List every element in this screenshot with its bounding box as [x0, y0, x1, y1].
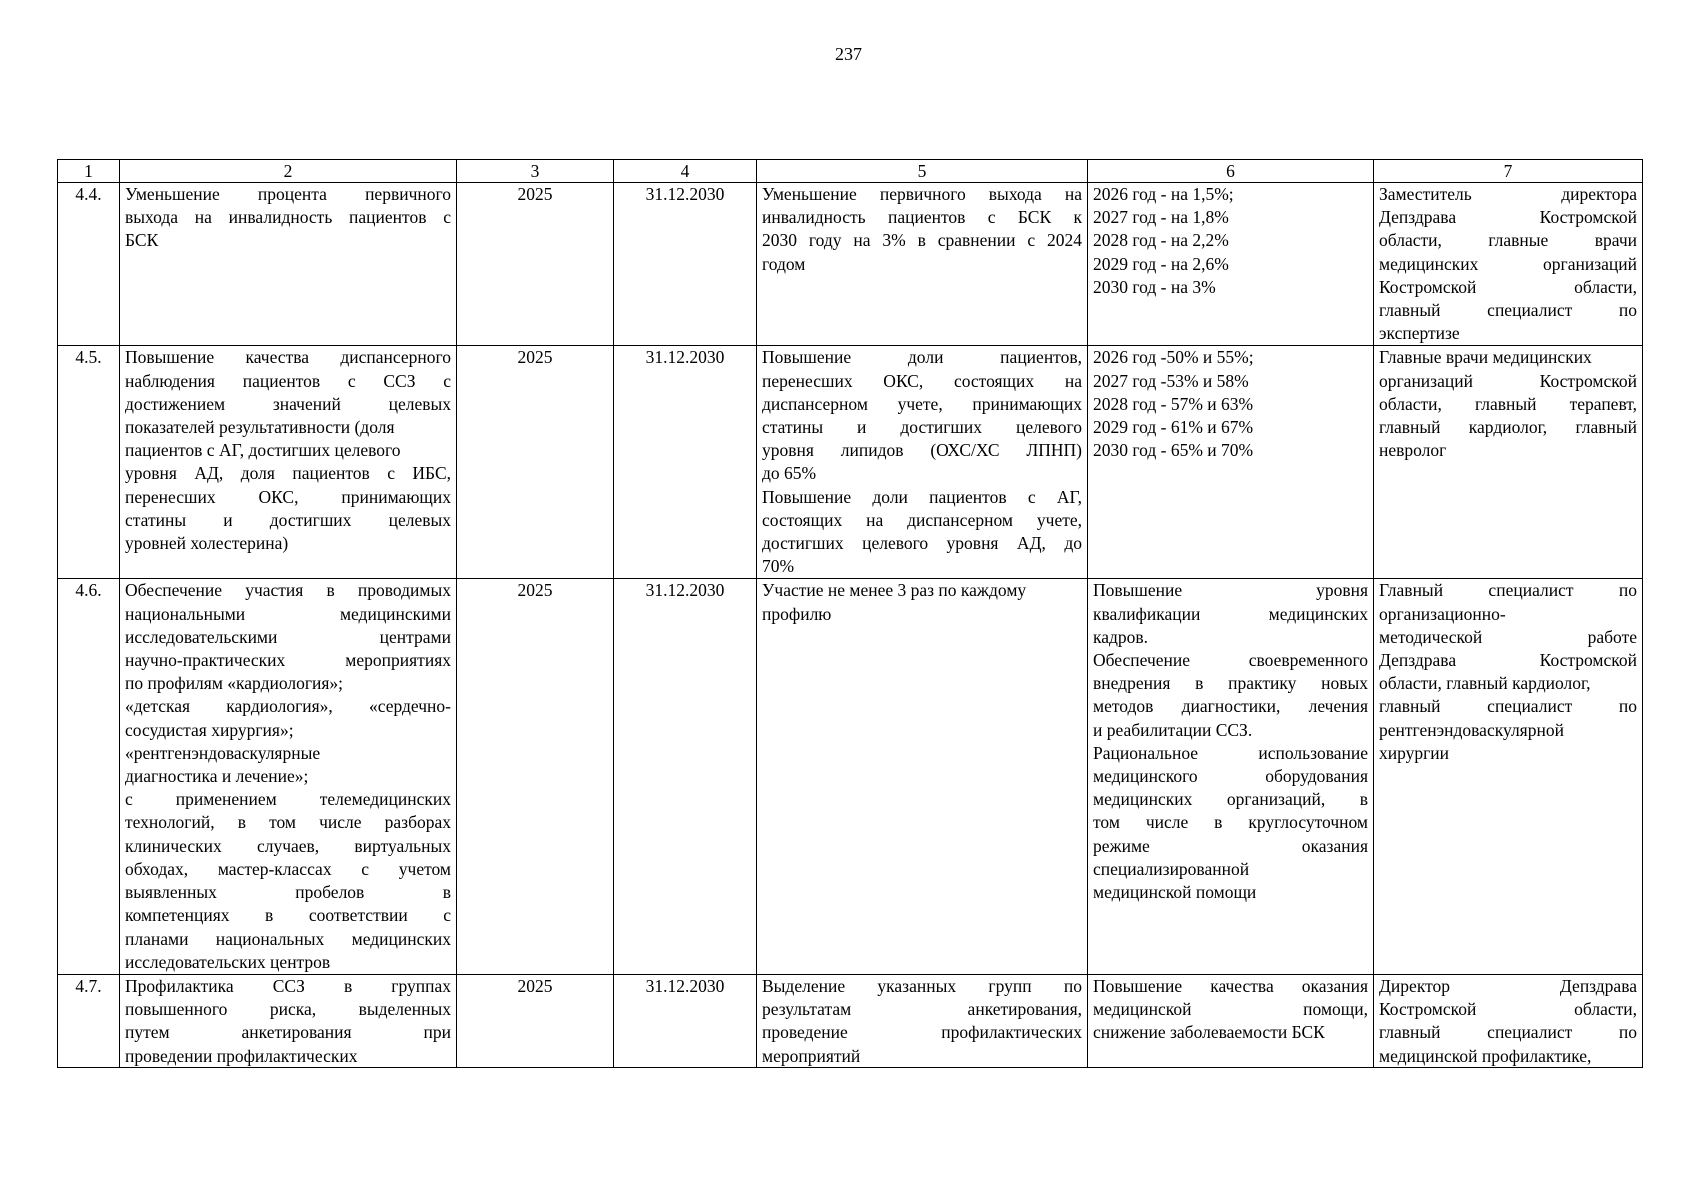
result-cell-line: методов диагностики, лечения	[1093, 696, 1368, 717]
task-cell-line: путем анкетирования при	[125, 1022, 451, 1043]
indicator-cell-line: мероприятий	[762, 1045, 861, 1066]
end-date-cell: 31.12.2030	[614, 183, 757, 346]
result-cell	[1088, 346, 1374, 579]
result-cell-line: 2029 год - 61% и 67%	[1093, 417, 1254, 438]
task-cell-line: обходах, мастер-классах с учетом	[125, 858, 451, 879]
responsible-cell	[1374, 183, 1643, 346]
responsible-cell-line: Депздрава Костромской	[1379, 650, 1637, 671]
task-cell-line: выхода на инвалидность пациентов с	[125, 207, 451, 228]
indicator-cell-line: Уменьшение первичного выхода на	[762, 184, 1082, 204]
row-number-cell: 4.4.	[58, 183, 120, 346]
responsible-cell-line: Заместитель директора	[1379, 184, 1637, 204]
task-cell-line: диагностика и лечение»;	[125, 766, 309, 787]
row-number-cell: 4.7.	[58, 974, 120, 1067]
task-cell-line: планами национальных медицинских	[125, 928, 451, 949]
header-row	[58, 160, 1643, 183]
responsible-cell-line: методической работе	[1379, 626, 1637, 647]
task-cell-line: исследовательскими центрами	[125, 626, 451, 647]
result-cell-line: режиме оказания	[1093, 835, 1368, 856]
responsible-cell-line: Директор Депздрава	[1379, 975, 1637, 996]
responsible-cell-line: области, главный терапевт,	[1379, 393, 1637, 414]
responsible-cell-line: Депздрава Костромской	[1379, 207, 1637, 228]
task-cell-line: «рентгенэндоваскулярные	[125, 742, 321, 763]
task-cell-line: пациентов с АГ, достигших целевого	[125, 440, 401, 461]
result-cell-line: 2028 год - на 2,2%	[1093, 230, 1229, 251]
indicator-cell	[757, 346, 1088, 579]
responsible-cell-line: медицинских организаций	[1379, 253, 1637, 274]
start-year-cell: 2025	[457, 579, 614, 974]
indicator-cell-line: Выделение указанных групп по	[762, 975, 1082, 996]
responsible-cell-line: невролог	[1379, 440, 1447, 461]
result-cell	[1088, 579, 1374, 974]
indicator-cell-line: статины и достигших целевого	[762, 417, 1082, 438]
responsible-cell	[1374, 974, 1643, 1067]
result-cell-line: 2030 год - на 3%	[1093, 276, 1216, 297]
task-cell-line: национальными медицинскими	[125, 603, 451, 624]
col-header-3: 3	[457, 160, 614, 183]
responsible-cell-line: организационно-	[1379, 603, 1506, 624]
col-header-1: 1	[58, 160, 120, 183]
result-cell-line: внедрения в практику новых	[1093, 673, 1368, 694]
start-year-cell: 2025	[457, 974, 614, 1067]
task-cell	[120, 579, 457, 974]
task-cell-line: показателей результативности (доля	[125, 417, 395, 438]
table-row	[58, 183, 1643, 346]
result-cell-line: медицинского оборудования	[1093, 766, 1368, 787]
indicator-cell	[757, 579, 1088, 974]
indicator-cell-line: диспансерном учете, принимающих	[762, 393, 1082, 414]
indicator-cell-line: проведение профилактических	[762, 1022, 1082, 1043]
col-header-2: 2	[120, 160, 457, 183]
responsible-cell-line: главный специалист по	[1379, 696, 1637, 717]
responsible-cell	[1374, 346, 1643, 579]
responsible-cell-line: медицинской профилактике,	[1379, 1045, 1592, 1066]
task-cell-line: технологий, в том числе разборах	[125, 812, 451, 833]
result-cell-line: 2027 год - на 1,8%	[1093, 207, 1229, 228]
result-cell-line: специализированной	[1093, 858, 1250, 879]
col-header-7: 7	[1374, 160, 1643, 183]
result-cell	[1088, 183, 1374, 346]
result-cell-line: снижение заболеваемости БСК	[1093, 1022, 1325, 1043]
indicator-cell-line: 2030 году на 3% в сравнении с 2024	[762, 230, 1082, 251]
responsible-cell-line: главный специалист по	[1379, 1022, 1637, 1043]
task-cell-line: компетенциях в соответствии с	[125, 905, 451, 926]
col-header-6: 6	[1088, 160, 1374, 183]
result-cell-line: медицинской помощи	[1093, 882, 1257, 903]
indicator-cell-line: инвалидность пациентов с БСК к	[762, 207, 1082, 228]
task-cell-line: научно-практических мероприятиях	[125, 650, 451, 671]
result-cell-line: 2027 год -53% и 58%	[1093, 370, 1249, 391]
responsible-cell-line: области, главный кардиолог,	[1379, 673, 1591, 694]
task-cell-line: уровней холестерина)	[125, 533, 289, 554]
table-row	[58, 974, 1643, 1067]
end-date-cell: 31.12.2030	[614, 974, 757, 1067]
task-cell-line: повышенного риска, выделенных	[125, 999, 451, 1020]
task-cell	[120, 183, 457, 346]
result-cell-line: Повышение качества оказания	[1093, 975, 1368, 996]
result-cell-line: и реабилитации ССЗ.	[1093, 719, 1253, 740]
result-cell-line: медицинской помощи,	[1093, 999, 1368, 1020]
responsible-cell-line: организаций Костромской	[1379, 370, 1637, 391]
result-cell-line: 2026 год - на 1,5%;	[1093, 184, 1234, 204]
result-cell-line: 2030 год - 65% и 70%	[1093, 440, 1254, 461]
col-header-4: 4	[614, 160, 757, 183]
end-date-cell: 31.12.2030	[614, 579, 757, 974]
responsible-cell-line: рентгенэндоваскулярной	[1379, 719, 1564, 740]
result-cell-line: Рациональное использование	[1093, 742, 1368, 763]
result-cell-line: 2028 год - 57% и 63%	[1093, 393, 1254, 414]
task-cell-line: статины и достигших целевых	[125, 509, 451, 530]
indicator-cell-line: профилю	[762, 603, 832, 624]
task-cell-line: исследовательских центров	[125, 951, 331, 972]
result-cell	[1088, 974, 1374, 1067]
indicator-cell-line: 70%	[762, 556, 795, 577]
task-cell-line: уровня АД, доля пациентов с ИБС,	[125, 463, 451, 484]
table-row	[58, 579, 1643, 974]
indicator-cell-line: достигших целевого уровня АД, до	[762, 533, 1082, 554]
indicator-cell-line: Участие не менее 3 раз по каждому	[762, 580, 1027, 601]
responsible-cell-line: хирургии	[1379, 742, 1450, 763]
responsible-cell-line: Главные врачи медицинских	[1379, 347, 1592, 368]
task-cell-line: Обеспечение участия в проводимых	[125, 580, 451, 601]
task-cell-line: клинических случаев, виртуальных	[125, 835, 451, 856]
task-cell-line: достижением значений целевых	[125, 393, 451, 414]
table-row	[58, 346, 1643, 579]
task-cell-line: сосудистая хирургия»;	[125, 719, 294, 740]
responsible-cell-line: главный специалист по	[1379, 300, 1637, 321]
indicator-cell-line: Повышение доли пациентов с АГ,	[762, 486, 1082, 507]
row-number-cell: 4.6.	[58, 579, 120, 974]
indicator-cell	[757, 974, 1088, 1067]
task-cell-line: по профилям «кардиология»;	[125, 673, 344, 694]
result-cell-line: медицинских организаций, в	[1093, 789, 1368, 810]
row-number-cell: 4.5.	[58, 346, 120, 579]
responsible-cell-line: экспертизе	[1379, 323, 1460, 344]
task-cell-line: Уменьшение процента первичного	[125, 184, 451, 204]
task-cell-line: БСК	[125, 230, 159, 251]
task-cell	[120, 974, 457, 1067]
responsible-cell-line: Главный специалист по	[1379, 580, 1637, 601]
responsible-cell	[1374, 579, 1643, 974]
indicator-cell-line: результатам анкетирования,	[762, 999, 1082, 1020]
indicator-cell-line: состоящих на диспансерном учете,	[762, 509, 1082, 530]
result-cell-line: 2029 год - на 2,6%	[1093, 253, 1229, 274]
result-cell-line: Повышение уровня	[1093, 580, 1368, 601]
task-cell-line: Профилактика ССЗ в группах	[125, 975, 451, 996]
result-cell-line: 2026 год -50% и 55%;	[1093, 347, 1254, 368]
task-cell-line: наблюдения пациентов с ССЗ с	[125, 370, 451, 391]
responsible-cell-line: Костромской области,	[1379, 276, 1637, 297]
indicator-cell-line: Повышение доли пациентов,	[762, 347, 1082, 368]
responsible-cell-line: Костромской области,	[1379, 999, 1637, 1020]
task-cell-line: Повышение качества диспансерного	[125, 347, 451, 368]
col-header-5: 5	[757, 160, 1088, 183]
indicator-cell-line: до 65%	[762, 463, 817, 484]
plan-table	[57, 159, 1643, 1068]
result-cell-line: кадров.	[1093, 626, 1149, 647]
indicator-cell-line: перенесших ОКС, состоящих на	[762, 370, 1082, 391]
task-cell-line: выявленных пробелов в	[125, 882, 451, 903]
indicator-cell-line: годом	[762, 253, 806, 274]
task-cell-line: перенесших ОКС, принимающих	[125, 486, 451, 507]
result-cell-line: квалификации медицинских	[1093, 603, 1368, 624]
task-cell-line: с применением телемедицинских	[125, 789, 451, 810]
result-cell-line: Обеспечение своевременного	[1093, 650, 1368, 671]
start-year-cell: 2025	[457, 346, 614, 579]
task-cell	[120, 346, 457, 579]
end-date-cell: 31.12.2030	[614, 346, 757, 579]
task-cell-line: проведении профилактических	[125, 1045, 358, 1066]
start-year-cell: 2025	[457, 183, 614, 346]
indicator-cell-line: уровня липидов (ОХС/ХС ЛПНП)	[762, 440, 1082, 461]
responsible-cell-line: области, главные врачи	[1379, 230, 1637, 251]
result-cell-line: том числе в круглосуточном	[1093, 812, 1368, 833]
responsible-cell-line: главный кардиолог, главный	[1379, 417, 1637, 438]
task-cell-line: «детская кардиология», «сердечно-	[125, 696, 451, 717]
indicator-cell	[757, 183, 1088, 346]
page-number: 237	[835, 44, 862, 64]
